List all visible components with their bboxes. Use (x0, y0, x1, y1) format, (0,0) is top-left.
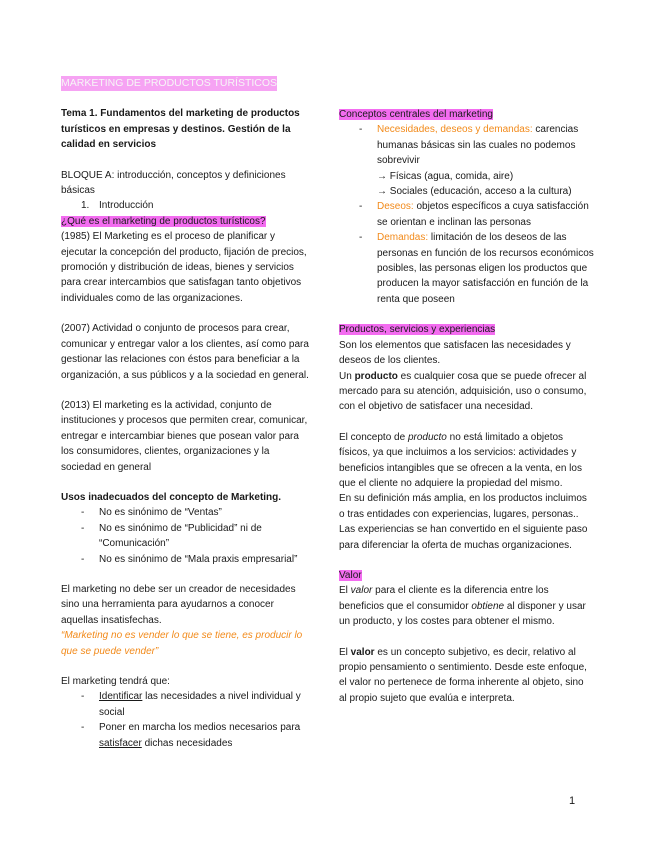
valor-paragraph-2 (339, 645, 594, 707)
text-run: no está limitado a objetos físicos, ya que incluimos a los servicios: actividades y beneficios intangibles que se ofrecen a la venta, en los que el cliente no adquiere la propiedad del mismo. (339, 431, 582, 489)
producto-bold: producto (354, 370, 398, 382)
text-run: para el cliente es la diferencia entre los beneficios que el consumidor (339, 585, 549, 612)
bloque-heading: BLOQUE A: introducción, conceptos y definiciones básicas (61, 169, 286, 197)
identificar-word: Identificar (99, 691, 143, 703)
marketing-quote: “Marketing no es vender lo que se tiene, es producir lo que se puede vender” (61, 630, 303, 657)
question-heading: ¿Qué es el marketing de productos turísticos? (61, 215, 266, 227)
creador-paragraph: El marketing no debe ser un creador de necesidades sino una herramienta para ayudarnos a conocer aquellas insatisfechas. (61, 583, 296, 626)
left-column (61, 76, 311, 751)
conceptos-list-cont (339, 199, 594, 307)
productos-paragraph-1: Son los elementos que satisfacen las necesidades y deseos de los clientes. (339, 339, 571, 367)
valor-paragraph-1 (339, 583, 594, 629)
list-item: → Físicas (agua, comida, aire) (377, 170, 514, 182)
list-item: - No es sinónimo de “Publicidad” ni de “Comunicación” (61, 521, 311, 552)
document-title: MARKETING DE PRODUCTOS TURÍSTICOS (61, 77, 278, 89)
text-run: El concepto de (339, 431, 408, 443)
right-column (339, 107, 594, 706)
intro-label: Introducción (99, 200, 154, 212)
definition-2007: (2007) Actividad o conjunto de procesos para crear, comunicar y entregar valor a los clientes, así como para gestionar las relaciones con éstos para beneficiar a la organización, a sus públicos y a la sociedad en general. (61, 323, 309, 381)
page-number: 1 (569, 795, 576, 807)
definition-1985: (1985) El Marketing es el proceso de planificar y ejecutar la concepción del producto, fijación de precios, promoción y distribución de ideas, bienes y servicios para crear intercambios que satisfagan tanto objetivos individuales como de las organizaciones. (61, 231, 307, 304)
valor-bold: valor (350, 646, 375, 658)
productos-heading: Productos, servicios y experiencias (339, 324, 496, 336)
usos-list (61, 505, 311, 567)
tendra-list (61, 689, 311, 751)
list-item: - No es sinónimo de “Mala praxis empresarial” (61, 552, 311, 567)
valor-heading: Valor (339, 569, 362, 581)
list-item-text: las necesidades a nivel individual y social (99, 691, 301, 718)
list-item-text: dichas necesidades (141, 737, 233, 749)
text-run: es un concepto subjetivo, es decir, relativo al propio pensamiento o sentimiento. Desde este enfoque, el valor no pertenece de forma inherente al objeto, sino al propio sujeto que evalúa e interpreta. (339, 646, 587, 704)
text-run: Un (339, 370, 355, 382)
intro-item (61, 198, 311, 213)
concepto-paragraph (339, 430, 594, 492)
intro-number: 1. (81, 200, 90, 212)
valor-italic: valor (350, 585, 373, 597)
necesidades-sublist (339, 169, 594, 200)
obtiene-italic: obtiene (471, 600, 505, 612)
list-item-text: carencias humanas básicas sin las cuales no podemos sobrevivir (377, 124, 579, 167)
tendra-paragraph: El marketing tendrá que: (61, 676, 170, 687)
definition-2013: (2013) El marketing es la actividad, conjunto de instituciones y procesos que permiten crear, comunicar, entregar e intercambiar bienes que posean valor para los consumidores, clientes, organizaciones y la sociedad en general (61, 399, 308, 473)
tema-heading: Tema 1. Fundamentos del marketing de productos turísticos en empresas y destinos. Gestión de la calidad en servicios (61, 108, 300, 151)
list-item (61, 689, 311, 720)
list-item-text: objetos específicos a cuya satisfacción se orientan e inclinan las personas (377, 201, 589, 228)
list-item (339, 230, 594, 307)
list-item (61, 720, 311, 751)
satisfacer-word: satisfacer (99, 737, 142, 749)
necesidades-label: Necesidades, deseos y demandas: (377, 124, 533, 136)
text-run: es cualquier cosa que se puede ofrecer al mercado para su atención, adquisición, uso o consumo, con el objetivo de satisfacer una necesidad. (339, 370, 587, 413)
productos-paragraph-2 (339, 369, 594, 415)
list-item-text: Poner en marcha los medios necesarios para (99, 722, 301, 734)
list-item (339, 122, 594, 168)
list-item: → Sociales (educación, acceso a la cultura) (377, 186, 572, 198)
conceptos-heading: Conceptos centrales del marketing (339, 109, 493, 120)
conceptos-list (339, 122, 594, 168)
list-item-text: limitación de los deseos de las personas en función de los recursos económicos posibles, las personas eligen los productos que producen la mayor satisfacción en función de la renta que poseen (377, 232, 594, 305)
producto-italic: producto (407, 431, 447, 443)
demandas-label: Demandas: (377, 232, 429, 244)
list-item (339, 199, 594, 230)
usos-heading: Usos inadecuados del concepto de Marketing. (61, 491, 282, 503)
list-item: - No es sinónimo de “Ventas” (61, 505, 311, 520)
text-run: al disponer y usar un producto, y los costes para obtener el mismo. (339, 600, 586, 628)
deseos-label: Deseos: (377, 201, 414, 213)
definicion-paragraph: En su definición más amplia, en los productos incluimos o tras entidades con experiencias, lugares, personas.. Las experiencias se han convertido en el siguiente paso para diferenciar la oferta de muchas organizaciones. (339, 493, 588, 551)
text-run: El (339, 585, 351, 597)
text-run: El (339, 646, 351, 658)
